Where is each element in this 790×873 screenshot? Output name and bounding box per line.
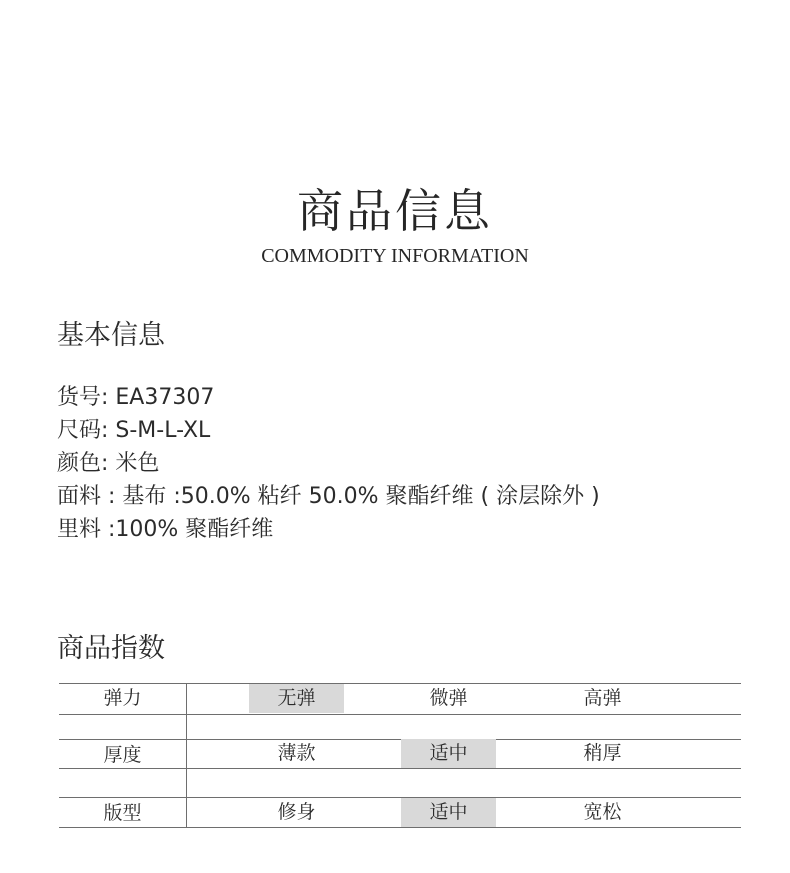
table-rule <box>59 714 741 715</box>
table-divider <box>186 683 187 828</box>
product-index-heading: 商品指数 <box>57 633 165 664</box>
elasticity-option-2: 微弹 <box>429 687 468 709</box>
basic-info-heading: 基本信息 <box>57 320 165 351</box>
thickness-option-1: 薄款 <box>277 742 316 764</box>
color: 颜色: 米色 <box>57 451 160 476</box>
fit-option-2: 适中 <box>401 798 496 827</box>
elasticity-option-3: 高弹 <box>583 687 622 709</box>
basic-info-list <box>57 381 600 546</box>
lining: 里料 :100% 聚酯纤维 <box>57 517 274 542</box>
page-title-en: COMMODITY INFORMATION <box>261 245 529 267</box>
fit-option-1: 修身 <box>277 801 316 823</box>
row-label-elasticity: 弹力 <box>103 687 142 709</box>
page-title-cn: 商品信息 <box>297 184 493 238</box>
thickness-option-3: 稍厚 <box>583 742 622 764</box>
table-rule <box>59 827 741 828</box>
thickness-option-2: 适中 <box>401 739 496 768</box>
size-range: 尺码: S-M-L-XL <box>57 418 211 443</box>
item-number: 货号: EA37307 <box>57 385 215 410</box>
elasticity-option-1: 无弹 <box>249 684 344 713</box>
fit-option-3: 宽松 <box>583 801 622 823</box>
fabric: 面料 : 基布 :50.0% 粘纤 50.0% 聚酯纤维 ( 涂层除外 ) <box>57 484 600 509</box>
product-index-table <box>59 683 741 828</box>
row-label-thickness: 厚度 <box>103 744 142 766</box>
row-label-fit: 版型 <box>103 802 142 824</box>
